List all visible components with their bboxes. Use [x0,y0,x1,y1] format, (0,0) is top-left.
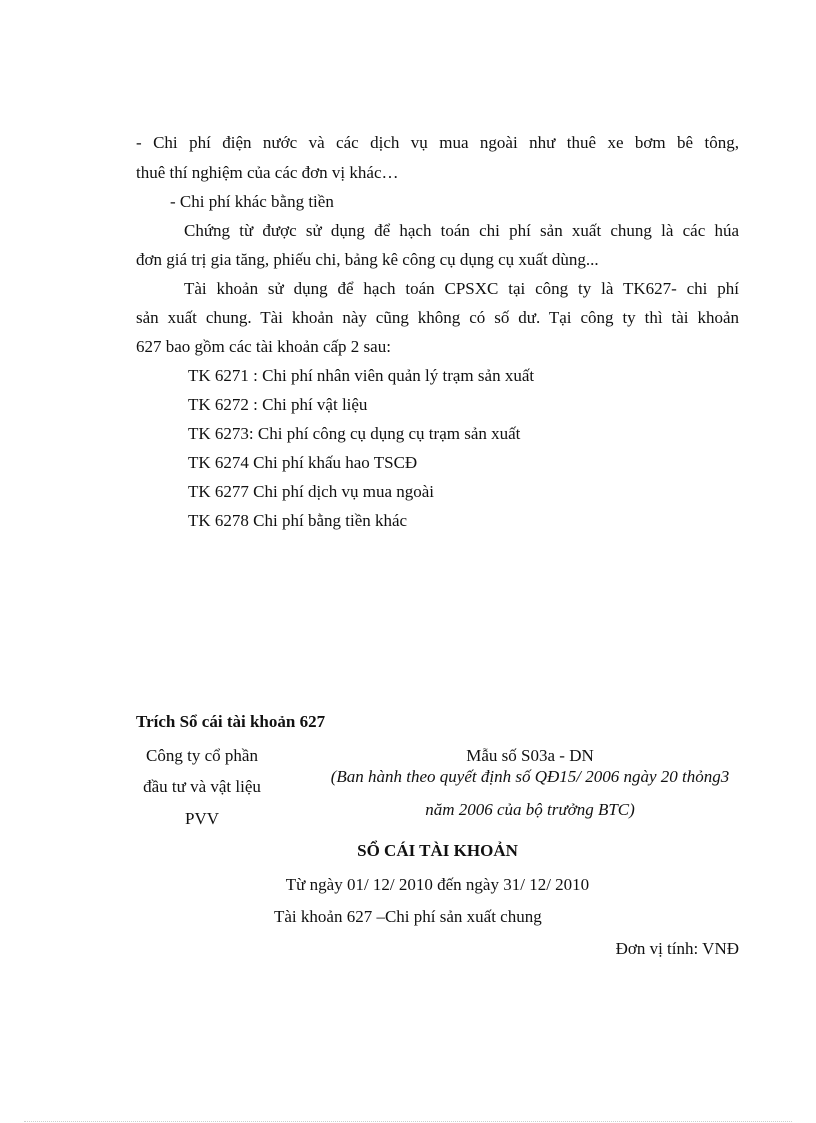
ledger-account: Tài khoản 627 –Chi phí sản xuất chung [274,907,542,926]
paragraph-line: - Chi phí điện nước và các dịch vụ mua ngoài như thuê xe bơm bê tông, [136,133,739,152]
account-list-item: TK 6272 : Chi phí vật liệu [188,395,368,414]
company-name-line: Công ty cổ phần [146,746,258,765]
currency-unit: Đơn vị tính: VNĐ [615,939,739,958]
account-list-item: TK 6273: Chi phí công cụ dụng cụ trạm sản xuất [188,424,521,443]
form-number: Mẫu số S03a - DN [466,746,594,765]
paragraph-line: 627 bao gồm các tài khoản cấp 2 sau: [136,337,391,356]
paragraph-line: đơn giá trị gia tăng, phiếu chi, bảng kê công cụ dụng cụ xuất dùng... [136,250,599,269]
paragraph-line: sản xuất chung. Tài khoản này cũng không có số dư. Tại công ty thì tài khoản [136,308,739,327]
ledger-title: SỔ CÁI TÀI KHOẢN [357,841,518,860]
account-list-item: TK 6277 Chi phí dịch vụ mua ngoài [188,482,435,501]
form-note-line: (Ban hành theo quyết định số QĐ15/ 2006 ngày 20 thỏng3 [330,767,730,786]
company-name-line: PVV [184,809,219,828]
page-bottom-divider [24,1121,792,1122]
account-list-item: TK 6278 Chi phí bằng tiền khác [188,511,408,530]
account-list-item: TK 6271 : Chi phí nhân viên quản lý trạm sản xuất [188,366,535,385]
account-list-item: TK 6274 Chi phí khấu hao TSCĐ [188,453,418,472]
company-name-line: đầu tư và vật liệu [143,777,261,796]
paragraph-line: - Chi phí khác bằng tiền [170,192,334,211]
paragraph-line: thuê thí nghiệm của các đơn vị khác… [136,163,399,182]
paragraph-line: Tài khoản sử dụng để hạch toán CPSXC tại công ty là TK627- chi phí [184,279,739,298]
ledger-period: Từ ngày 01/ 12/ 2010 đến ngày 31/ 12/ 2010 [285,875,590,894]
paragraph-line: Chứng từ được sử dụng để hạch toán chi phí sản xuất chung là các húa [184,221,739,240]
extract-title: Trích Sổ cái tài khoản 627 [136,712,326,731]
form-note-line: năm 2006 của bộ trưởng BTC) [425,800,635,819]
